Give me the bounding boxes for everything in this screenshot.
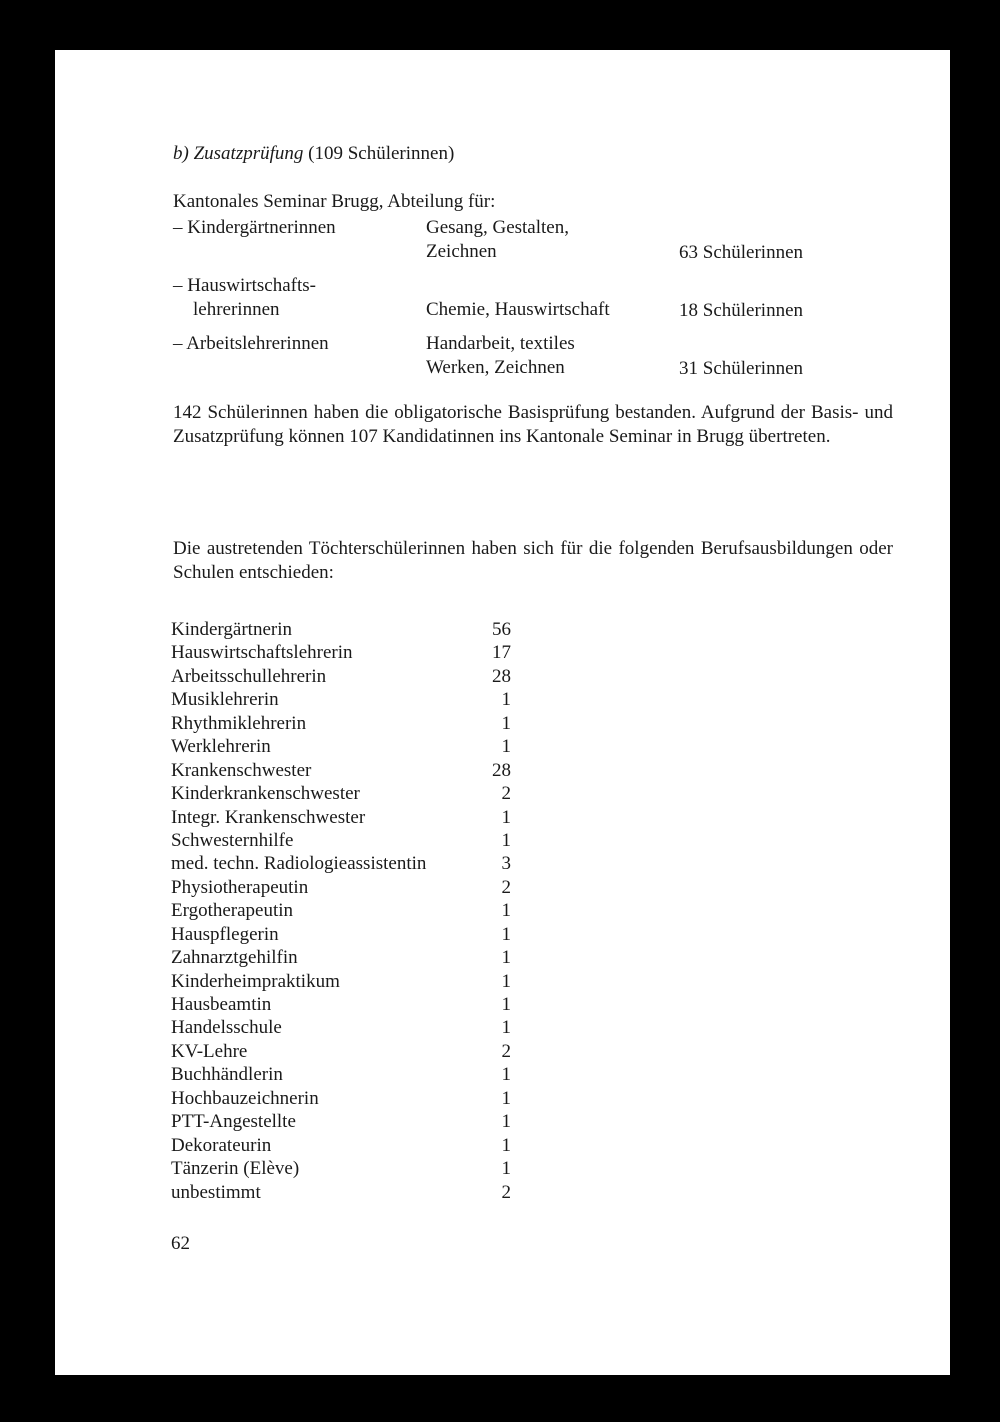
list-item (171, 806, 511, 829)
list-item (171, 1087, 511, 1110)
occupation-count: 1 (501, 689, 511, 711)
occupation-name: Dekorateurin (171, 1134, 272, 1156)
list-item (171, 1110, 511, 1133)
occupation-name: Hochbauzeichnerin (171, 1087, 319, 1109)
list-item (171, 1157, 511, 1180)
occupation-name: KV-Lehre (171, 1040, 248, 1062)
page-number: 62 (171, 1233, 190, 1254)
occupation-count: 1 (501, 994, 511, 1015)
occupation-count: 28 (492, 759, 511, 781)
occupation-list (171, 618, 511, 1204)
department-name: – Hauswirtschafts- (173, 275, 316, 296)
list-item (171, 923, 511, 946)
list-item (171, 665, 511, 688)
occupation-count: 1 (501, 829, 511, 851)
occupation-name: Hauswirtschaftslehrerin (171, 642, 353, 664)
occupation-name: Integr. Krankenschwester (171, 806, 366, 828)
occupation-name: Rhythmiklehrerin (171, 712, 307, 734)
occupation-name: Kinderheimpraktikum (171, 970, 340, 992)
list-item (171, 712, 511, 735)
intro-line: Kantonales Seminar Brugg, Abteilung für: (173, 191, 496, 212)
occupation-count: 1 (501, 806, 511, 828)
occupation-count: 1 (501, 736, 511, 758)
department-subjects: Handarbeit, textiles (426, 333, 575, 354)
list-item (171, 1063, 511, 1086)
department-count: 63 Schülerinnen (679, 242, 804, 263)
occupation-name: Zahnarztgehilfin (171, 947, 298, 969)
occupation-name: Kinderkrankenschwester (171, 783, 360, 805)
list-item (171, 970, 511, 993)
document-page (55, 50, 950, 1375)
occupation-name: Buchhändlerin (171, 1064, 283, 1086)
department-count: 31 Schülerinnen (679, 358, 804, 379)
occupation-count: 56 (492, 619, 511, 640)
occupation-name: Ergotherapeutin (171, 900, 294, 922)
paragraph-basis: 142 Schülerinnen haben die obligatorische Basisprüfung bestanden. Aufgrund der Basis- und Zusatzprüfung können 107 Kandidatinnen ins Kantonale Seminar in Brugg übertreten. (173, 402, 893, 447)
department-subjects: Werken, Zeichnen (426, 357, 565, 378)
section-label: b) Zusatzprüfung (173, 143, 304, 164)
list-item (171, 1181, 511, 1204)
list-item (171, 1016, 511, 1039)
list-item (171, 1040, 511, 1063)
department-subjects: Gesang, Gestalten, (426, 217, 569, 238)
occupation-name: Arbeitsschullehrerin (171, 665, 327, 687)
occupation-name: Kindergärtnerin (171, 619, 292, 640)
occupation-name: Musiklehrerin (171, 689, 279, 711)
occupation-count: 1 (501, 1158, 511, 1180)
section-title (173, 142, 454, 166)
department-subjects: Zeichnen (426, 241, 497, 262)
occupation-name: PTT-Angestellte (171, 1111, 296, 1133)
occupation-name: Krankenschwester (171, 759, 312, 781)
list-item (171, 852, 511, 875)
occupation-count: 2 (501, 1040, 511, 1062)
list-item (171, 688, 511, 711)
list-item (171, 1134, 511, 1157)
list-item (171, 829, 511, 852)
occupation-name: Schwesternhilfe (171, 829, 294, 851)
department-name: – Kindergärtnerinnen (173, 217, 336, 238)
occupation-count: 1 (501, 947, 511, 969)
occupation-count: 1 (501, 1134, 511, 1156)
occupation-count: 1 (501, 712, 511, 734)
occupation-count: 1 (501, 900, 511, 922)
department-subjects: Chemie, Hauswirtschaft (426, 299, 610, 320)
list-item (171, 899, 511, 922)
occupation-count: 1 (501, 923, 511, 945)
occupation-count: 1 (501, 1064, 511, 1086)
list-item (171, 759, 511, 782)
section-suffix: (109 Schülerinnen) (308, 143, 455, 164)
occupation-count: 2 (501, 876, 511, 898)
occupation-count: 1 (501, 970, 511, 992)
occupation-name: Handelsschule (171, 1017, 282, 1039)
occupation-count: 2 (501, 783, 511, 805)
occupation-count: 28 (492, 665, 511, 687)
occupation-count: 3 (501, 853, 511, 875)
occupation-name: Hauspflegerin (171, 923, 279, 945)
occupation-name: Hausbeamtin (171, 994, 272, 1015)
occupation-count: 1 (501, 1111, 511, 1133)
occupation-count: 17 (492, 642, 511, 664)
occupation-name: Tänzerin (Elève) (171, 1158, 300, 1180)
occupation-name: Werklehrerin (171, 736, 271, 758)
list-item (171, 993, 511, 1016)
list-item (171, 876, 511, 899)
occupation-name: med. techn. Radiologieassistentin (171, 853, 427, 875)
list-item (171, 946, 511, 969)
department-name-continued: lehrerinnen (193, 299, 280, 320)
list-item (171, 618, 511, 641)
occupation-name: Physiotherapeutin (171, 876, 309, 898)
department-count: 18 Schülerinnen (679, 300, 804, 321)
occupation-name: unbestimmt (171, 1181, 261, 1203)
department-name: – Arbeitslehrerinnen (173, 333, 329, 354)
occupation-count: 2 (501, 1181, 511, 1203)
list-item (171, 641, 511, 664)
list-item (171, 782, 511, 805)
paragraph-ausbildungen: Die austretenden Töchterschülerinnen haben sich für die folgenden Berufsausbildungen oder Schulen entschieden: (173, 538, 893, 583)
occupation-count: 1 (501, 1017, 511, 1039)
occupation-count: 1 (501, 1087, 511, 1109)
list-item (171, 735, 511, 758)
